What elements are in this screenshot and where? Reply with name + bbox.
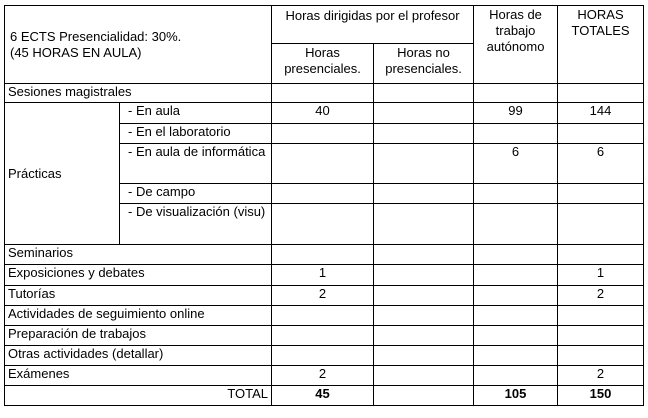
table-row: [5, 245, 644, 265]
cell-totales: [558, 84, 644, 103]
cell-totales: [558, 124, 644, 144]
cell-autonomo: [474, 124, 558, 144]
row-label: - De campo: [120, 184, 272, 204]
practicas-label: Prácticas: [5, 103, 120, 245]
cell-no-presenciales: [374, 346, 474, 366]
table-row: [5, 346, 644, 366]
cell-autonomo: 99: [474, 103, 558, 124]
table-row: [5, 306, 644, 326]
table-row: [5, 84, 644, 103]
total-presenciales: 45: [272, 386, 374, 406]
cell-autonomo: [474, 346, 558, 366]
cell-presenciales: 2: [272, 366, 374, 386]
hours-table: [4, 5, 644, 406]
row-label: Actividades de seguimiento online: [5, 306, 272, 326]
cell-autonomo: [474, 366, 558, 386]
row-label: - En aula: [120, 103, 272, 124]
cell-presenciales: [272, 204, 374, 245]
row-label: Otras actividades (detallar): [5, 346, 272, 366]
cell-autonomo: [474, 306, 558, 326]
cell-no-presenciales: [374, 184, 474, 204]
cell-no-presenciales: [374, 326, 474, 346]
cell-autonomo: [474, 245, 558, 265]
cell-no-presenciales: [374, 84, 474, 103]
total-label: TOTAL: [5, 386, 272, 406]
row-label: - En el laboratorio: [120, 124, 272, 144]
table-row: [5, 326, 644, 346]
header-no-presenciales: Horas no presenciales.: [374, 44, 474, 84]
header-totales: HORAS TOTALES: [558, 6, 644, 84]
cell-presenciales: 40: [272, 103, 374, 124]
cell-autonomo: [474, 84, 558, 103]
cell-totales: [558, 245, 644, 265]
table-row: [5, 286, 644, 306]
cell-autonomo: [474, 265, 558, 286]
row-label: - En aula de informática: [120, 144, 272, 184]
row-label: Tutorías: [5, 286, 272, 306]
cell-presenciales: [272, 306, 374, 326]
row-label: Exposiciones y debates: [5, 265, 272, 286]
table-row: [5, 103, 644, 124]
cell-no-presenciales: [374, 366, 474, 386]
cell-presenciales: 2: [272, 286, 374, 306]
cell-presenciales: 1: [272, 265, 374, 286]
cell-no-presenciales: [374, 306, 474, 326]
cell-totales: 2: [558, 366, 644, 386]
header-dirigidas: Horas dirigidas por el profesor: [272, 6, 474, 44]
cell-totales: [558, 326, 644, 346]
cell-no-presenciales: [374, 245, 474, 265]
cell-totales: 1: [558, 265, 644, 286]
cell-presenciales: [272, 144, 374, 184]
cell-no-presenciales: [374, 103, 474, 124]
cell-totales: 6: [558, 144, 644, 184]
total-autonomo: 105: [474, 386, 558, 406]
cell-no-presenciales: [374, 124, 474, 144]
cell-totales: [558, 204, 644, 245]
cell-totales: 144: [558, 103, 644, 124]
cell-no-presenciales: [374, 265, 474, 286]
cell-presenciales: [272, 184, 374, 204]
cell-presenciales: [272, 326, 374, 346]
cell-totales: 2: [558, 286, 644, 306]
cell-no-presenciales: [374, 204, 474, 245]
info-cell: [5, 6, 272, 84]
info-line-1: 6 ECTS Presencialidad: 30%.: [10, 29, 182, 44]
cell-presenciales: [272, 84, 374, 103]
cell-presenciales: [272, 346, 374, 366]
cell-presenciales: [272, 245, 374, 265]
total-totales: 150: [558, 386, 644, 406]
row-label: Exámenes: [5, 366, 272, 386]
cell-totales: [558, 184, 644, 204]
total-no-presenciales: [374, 386, 474, 406]
row-label: Preparación de trabajos: [5, 326, 272, 346]
cell-autonomo: [474, 286, 558, 306]
table-row: [5, 366, 644, 386]
cell-autonomo: 6: [474, 144, 558, 184]
cell-totales: [558, 306, 644, 326]
cell-no-presenciales: [374, 286, 474, 306]
cell-presenciales: [272, 124, 374, 144]
row-label: Seminarios: [5, 245, 272, 265]
row-label: - De visualización (visu): [120, 204, 272, 245]
cell-no-presenciales: [374, 144, 474, 184]
row-label: Sesiones magistrales: [5, 84, 272, 103]
cell-totales: [558, 346, 644, 366]
cell-autonomo: [474, 184, 558, 204]
header-autonomo: Horas de trabajo autónomo: [474, 6, 558, 84]
header-presenciales: Horas presenciales.: [272, 44, 374, 84]
cell-autonomo: [474, 204, 558, 245]
info-line-2: (45 HORAS EN AULA): [10, 45, 142, 60]
table-row: [5, 265, 644, 286]
cell-autonomo: [474, 326, 558, 346]
total-row: [5, 386, 644, 406]
header-row-1: [5, 6, 644, 44]
